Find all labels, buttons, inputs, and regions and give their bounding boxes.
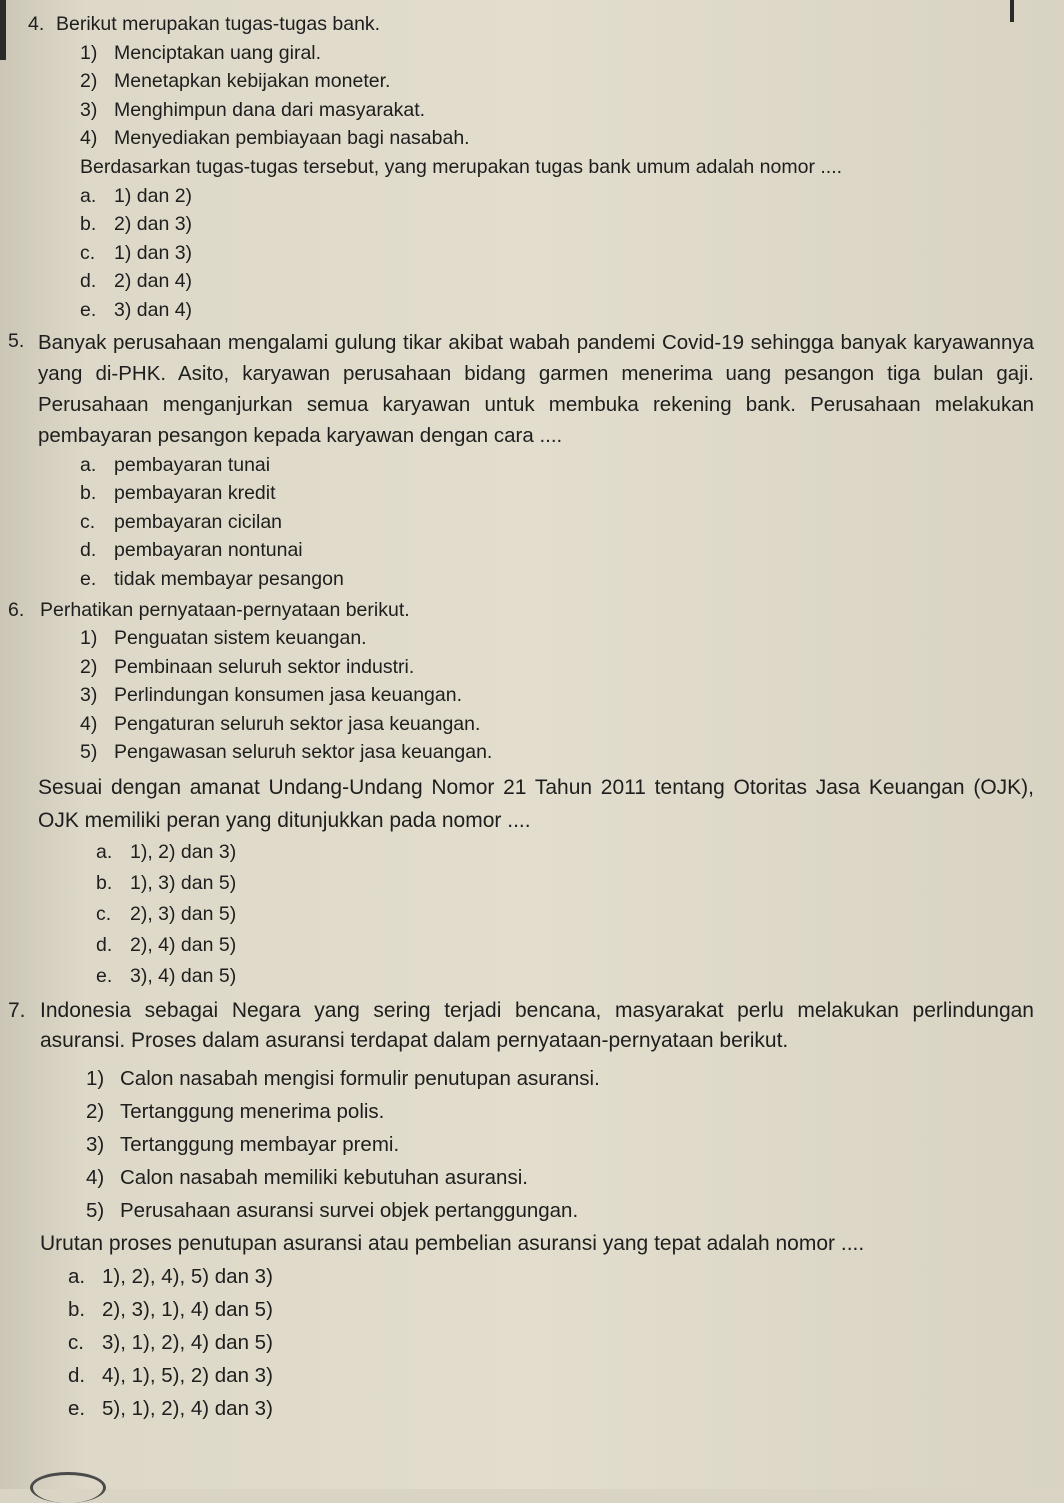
question-number: 5. bbox=[8, 329, 25, 352]
page-edge-mark-right bbox=[1010, 0, 1014, 22]
list-item: 3) Perlindungan konsumen jasa keuangan. bbox=[80, 684, 463, 707]
option-e[interactable]: e. 3) dan 4) bbox=[80, 298, 193, 321]
option-c[interactable]: c. pembayaran cicilan bbox=[80, 510, 283, 533]
question-number: 6. bbox=[8, 598, 25, 621]
option-d[interactable]: d. 4), 1), 5), 2) dan 3) bbox=[68, 1364, 273, 1388]
option-a[interactable]: a. pembayaran tunai bbox=[80, 453, 271, 476]
option-d[interactable]: d. pembayaran nontunai bbox=[80, 539, 303, 562]
question-4-prompt: Berdasarkan tugas-tugas tersebut, yang merupakan tugas bank umum adalah nomor .... bbox=[80, 155, 843, 178]
list-item: 2) Pembinaan seluruh sektor industri. bbox=[80, 655, 415, 678]
list-item: 1) Calon nasabah mengisi formulir penutupan asuransi. bbox=[86, 1067, 600, 1091]
question-5-stem: Banyak perusahaan mengalami gulung tikar akibat wabah pandemi Covid-19 sehingga banyak karyawannya yang di-PHK. Asito, karyawan perusahaan bidang garmen menerima uang pesangon tiga bulan gaji. Perusahaan menganjurkan semua karyawan untuk membuka rekening bank. Perusahaan melakukan pembayaran pesangon kepada karyawan dengan cara .... bbox=[38, 330, 1034, 447]
option-d[interactable]: d. 2), 4) dan 5) bbox=[96, 934, 237, 957]
question-7-prompt: Urutan proses penutupan asuransi atau pembelian asuransi yang tepat adalah nomor .... bbox=[40, 1232, 865, 1256]
question-number: 7. bbox=[8, 999, 26, 1023]
question-4-stem: 4. Berikut merupakan tugas-tugas bank. bbox=[28, 10, 1034, 39]
binder-ring-mark bbox=[30, 1472, 106, 1503]
option-e[interactable]: e. 3), 4) dan 5) bbox=[96, 965, 237, 988]
list-item: 3) Menghimpun dana dari masyarakat. bbox=[80, 98, 426, 121]
option-d[interactable]: d. 2) dan 4) bbox=[80, 270, 193, 293]
option-e[interactable]: e. tidak membayar pesangon bbox=[80, 567, 344, 590]
question-7-stem: Indonesia sebagai Negara yang sering terjadi bencana, masyarakat perlu melakukan perlindungan asuransi. Proses dalam asuransi terdapat dalam pernyataan-pernyataan berikut. bbox=[40, 999, 1034, 1053]
list-item: 5) Perusahaan asuransi survei objek pertanggungan. bbox=[86, 1199, 579, 1223]
list-item: 5) Pengawasan seluruh sektor jasa keuangan. bbox=[80, 741, 493, 764]
list-item: 2) Tertanggung menerima polis. bbox=[86, 1100, 385, 1124]
list-item: 4) Menyediakan pembiayaan bagi nasabah. bbox=[80, 127, 470, 150]
option-b[interactable]: b. 1), 3) dan 5) bbox=[96, 872, 237, 895]
question-6-stem: 6. Perhatikan pernyataan-pernyataan berikut. bbox=[8, 596, 1034, 625]
option-c[interactable]: c. 2), 3) dan 5) bbox=[96, 903, 237, 926]
page-edge-mark bbox=[0, 0, 6, 60]
list-item: 2) Menetapkan kebijakan moneter. bbox=[80, 70, 391, 93]
question-4 bbox=[28, 10, 1034, 325]
option-e[interactable]: e. 5), 1), 2), 4) dan 3) bbox=[68, 1397, 273, 1421]
list-item: 1) Menciptakan uang giral. bbox=[80, 41, 322, 64]
list-item: 4) Pengaturan seluruh sektor jasa keuangan. bbox=[80, 712, 481, 735]
list-item: 4) Calon nasabah memiliki kebutuhan asuransi. bbox=[86, 1166, 528, 1190]
question-7 bbox=[8, 996, 1034, 1425]
question-number: 4. bbox=[28, 13, 45, 35]
list-item: 3) Tertanggung membayar premi. bbox=[86, 1133, 400, 1157]
option-a[interactable]: a. 1), 2) dan 3) bbox=[96, 841, 237, 864]
question-6 bbox=[8, 596, 1034, 993]
option-a[interactable]: a. 1) dan 2) bbox=[80, 184, 193, 207]
option-c[interactable]: c. 1) dan 3) bbox=[80, 241, 193, 264]
option-b[interactable]: b. 2) dan 3) bbox=[80, 213, 193, 236]
question-6-prompt: Sesuai dengan amanat Undang-Undang Nomor 21 Tahun 2011 tentang Otoritas Jasa Keuangan (OJK), OJK memiliki peran yang ditunjukkan pada nomor .... bbox=[38, 776, 1034, 833]
question-5 bbox=[8, 327, 1034, 594]
option-c[interactable]: c. 3), 1), 2), 4) dan 5) bbox=[68, 1331, 273, 1355]
option-b[interactable]: b. 2), 3), 1), 4) dan 5) bbox=[68, 1298, 273, 1322]
list-item: 1) Penguatan sistem keuangan. bbox=[80, 627, 367, 650]
option-b[interactable]: b. pembayaran kredit bbox=[80, 482, 276, 505]
option-a[interactable]: a. 1), 2), 4), 5) dan 3) bbox=[68, 1265, 273, 1289]
